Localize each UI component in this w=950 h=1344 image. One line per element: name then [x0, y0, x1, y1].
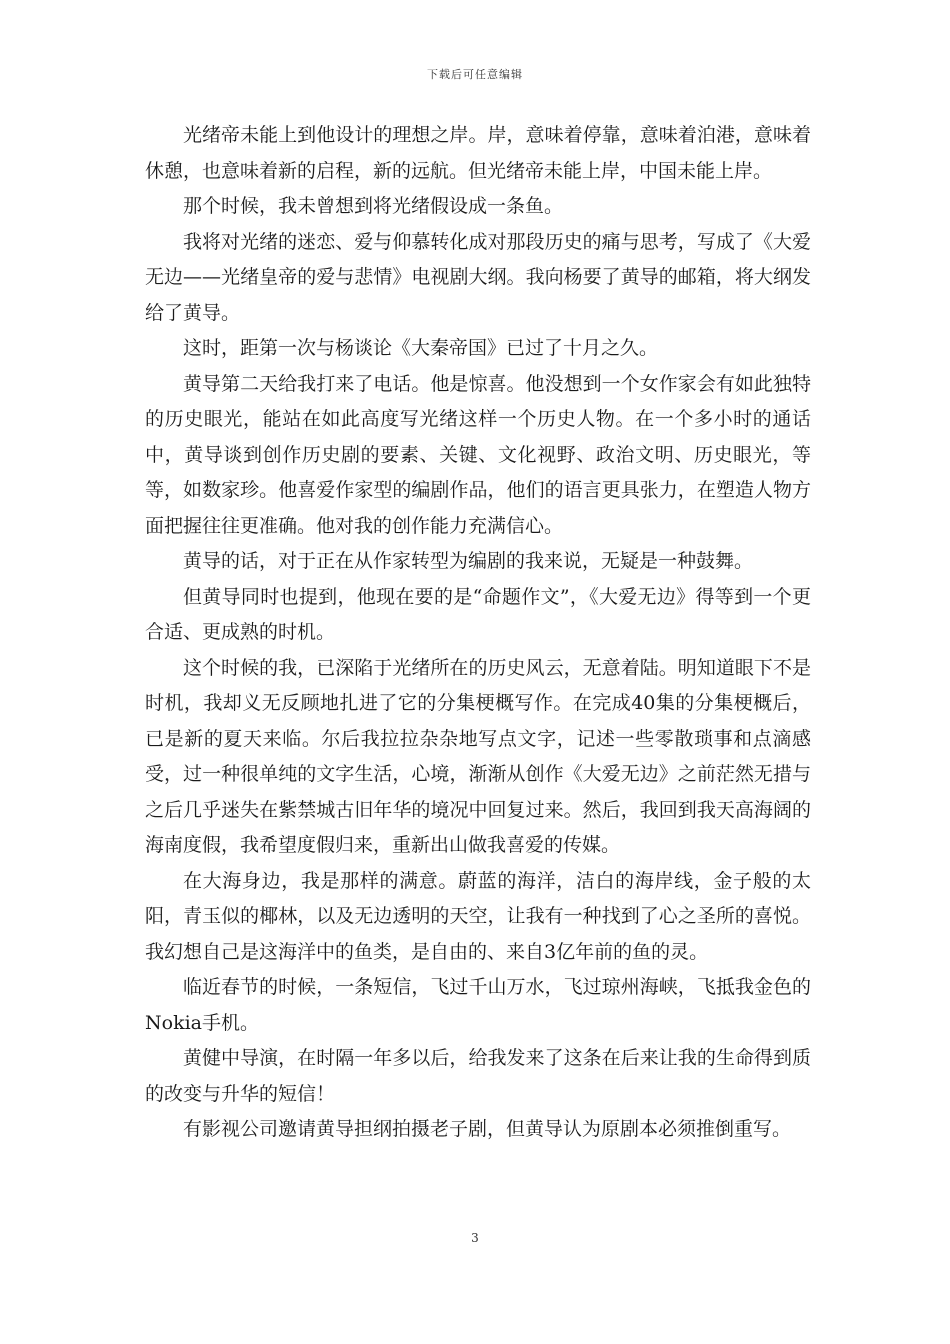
page-number: 3: [471, 1231, 479, 1245]
paragraph: 在大海身边，我是那样的满意。蔚蓝的海洋，洁白的海岸线，金子般的太阳，青玉似的椰林，以及无边透明的天空，让我有一种找到了心之圣所的喜悦。我幻想自己是这海洋中的鱼类，是自由的、来自3亿年前的鱼的灵。: [145, 869, 811, 963]
paragraph: 这时，距第一次与杨谈论《大秦帝国》已过了十月之久。: [183, 337, 659, 359]
paragraph: 有影视公司邀请黄导担纲拍摄老子剧，但黄导认为原剧本必须推倒重写。: [183, 1118, 792, 1140]
document-body: [145, 118, 811, 1148]
paragraph: 那个时候，我未曾想到将光绪假设成一条鱼。: [183, 195, 564, 217]
paragraph: 我将对光绪的迷恋、爱与仰慕转化成对那段历史的痛与思考，写成了《大爱无边——光绪皇帝的爱与悲情》电视剧大纲。我向杨要了黄导的邮箱，将大纲发给了黄导。: [145, 230, 811, 324]
paragraph: 光绪帝未能上到他设计的理想之岸。岸，意味着停靠，意味着泊港，意味着休憩，也意味着新的启程，新的远航。但光绪帝未能上岸，中国未能上岸。: [145, 124, 811, 182]
paragraph: 这个时候的我，已深陷于光绪所在的历史风云，无意着陆。明知道眼下不是时机，我却义无反顾地扎进了它的分集梗概写作。在完成40集的分集梗概后，已是新的夏天来临。尔后我拉拉杂杂地写点文字，记述一些零散琐事和点滴感受，过一种很单纯的文字生活，心境，渐渐从创作《大爱无边》之前茫然无措与之后几乎迷失在紫禁城古旧年华的境况中回复过来。然后，我回到我天高海阔的海南度假，我希望度假归来，重新出山做我喜爱的传媒。: [145, 656, 811, 856]
page-header: 下载后可任意编辑: [427, 68, 523, 81]
paragraph: 临近春节的时候，一条短信，飞过千山万水，飞过琼州海峡，飞抵我金色的Nokia手机。: [145, 976, 811, 1034]
paragraph: 黄导的话，对于正在从作家转型为编剧的我来说，无疑是一种鼓舞。: [183, 550, 754, 572]
paragraph: 黄健中导演，在时隔一年多以后，给我发来了这条在后来让我的生命得到质的改变与升华的短信！: [145, 1047, 811, 1105]
paragraph: 黄导第二天给我打来了电话。他是惊喜。他没想到一个女作家会有如此独特的历史眼光，能站在如此高度写光绪这样一个历史人物。在一个多小时的通话中，黄导谈到创作历史剧的要素、关键、文化视野、政治文明、历史眼光，等等，如数家珍。他喜爱作家型的编剧作品，他们的语言更具张力，在塑造人物方面把握往往更准确。他对我的创作能力充满信心。: [145, 372, 811, 537]
paragraph: 但黄导同时也提到，他现在要的是“命题作文”，《大爱无边》得等到一个更合适、更成熟的时机。: [145, 585, 811, 643]
